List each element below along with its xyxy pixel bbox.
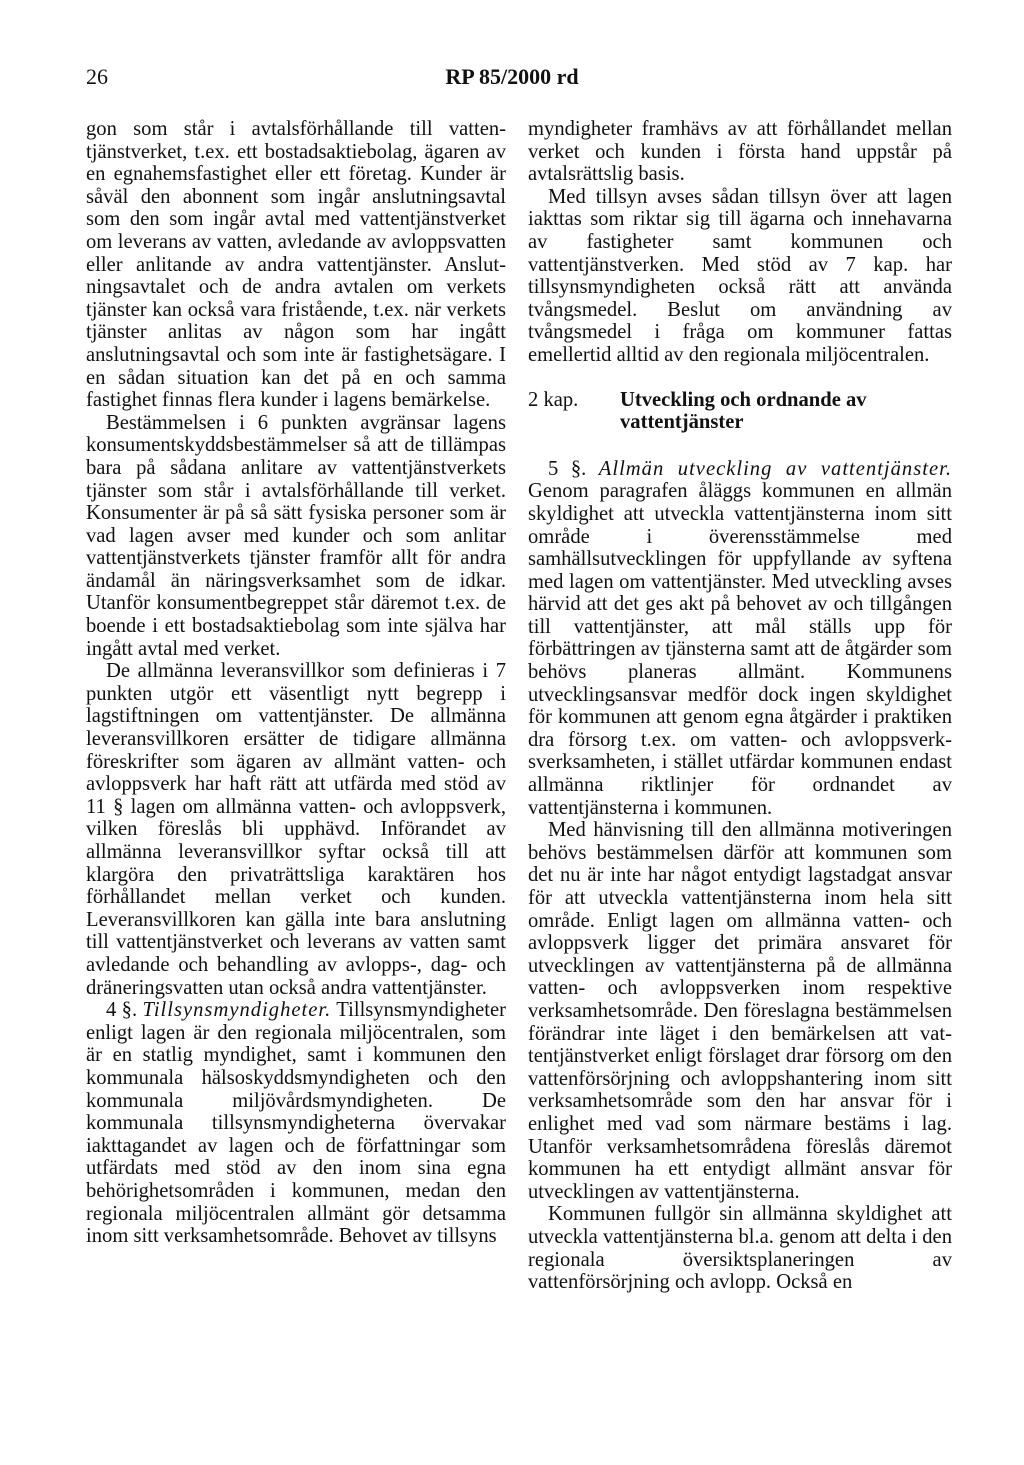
page-header bbox=[0, 64, 1024, 96]
paragraph: gon som står i avtalsförhållande till vattentjänstverket, t.ex. ett bostadsaktiebolag, ägaren av en egnahemsfastighet eller ett företag. Kunder är såväl den abonnent som ingår anslutningsavtal som den som ingår avtal med vattentjänstverket om leverans av vatten, avledande av avloppsvatten eller anlitande av andra vattentjänster. Anslutningsavtalet och de andra avtalen om verkets tjänster kan också vara fristående, t.ex. när verkets tjänster anlitas av någon som har ingått anslutningsavtal och som inte är fastighetsägare. I en sådan situation kan det på en och samma fastighet finnas flera kunder i lagens bemärkelse. bbox=[86, 118, 506, 412]
paragraph: Bestämmelsen i 6 punkten avgränsar lagens konsumentskyddsbestämmelser så att de tillämpas bara på sådana anlitare av vattentjänstverkets tjänster som står i avtalsförhållande till verket. Konsumenter är på så sätt fysiska personer som är vad lagen avser med kunder och som anlitar vattentjänstverkets tjänster framför allt för andra ändamål än näringsverksamhet som de idkar. Utanför konsumentbegreppet står däremot t.ex. de boende i ett bostadsaktiebolag som inte själva har ingått avtal med verket. bbox=[86, 411, 506, 660]
paragraph: De allmänna leveransvillkor som definieras i 7 punkten utgör ett väsentligt nytt begrepp i lagstiftningen om vattentjänster. De allmänna leveransvillkoren ersätter de tidigare allmänna föreskrifter som ägaren av allmänt vatten- och avloppsverk har haft rätt att utfärda med stöd av 11 § lagen om allmänna vatten- och avloppsverk, vilken föreslås bli upphävd. Införandet av allmänna leveransvillkor syftar också till att klargöra den privaträttsliga karaktären hos förhållandet mellan verket och kunden. Leveransvillkoren kan gälla inte bara anslutning till vattentjänstverket och leverans av vatten samt avledande och behandling av avlopps-, dag- och dräneringsvatten utan också andra vattentjänster. bbox=[86, 660, 506, 999]
section-number: 4 §. bbox=[106, 999, 143, 1022]
left-column bbox=[86, 118, 506, 1248]
paragraph: Kommunen fullgör sin allmänna skyldighet att utveckla vattentjänsterna bl.a. genom att delta i den regionala översiktsplaneringen av vattenförsörjning och avlopp. Också en bbox=[528, 1203, 952, 1294]
section-4-paragraph bbox=[86, 999, 506, 1248]
section-number: 5 §. bbox=[548, 457, 599, 480]
section-5-paragraph bbox=[528, 458, 952, 820]
paragraph: Med tillsyn avses sådan tillsyn över att lagen iakttas som riktar sig till ägarna och innehavarna av fastigheter samt kommunen och vattentjänstverken. Med stöd av 7 kap. har tillsynsmyndigheten också rätt att använda tvångsmedel. Beslut om användning av tvångsmedel i fråga om kommuner fattas emellertid alltid av den regionala miljöcentralen. bbox=[528, 185, 952, 366]
chapter-heading bbox=[528, 389, 952, 434]
chapter-title: Utveckling och ordnande av vattentjänster bbox=[620, 388, 867, 434]
chapter-number: 2 kap. bbox=[528, 388, 579, 411]
running-title: RP 85/2000 rd bbox=[445, 64, 579, 89]
page-number: 26 bbox=[86, 64, 108, 89]
section-heading: Tillsynsmyndigheter. bbox=[142, 999, 332, 1022]
section-heading: Allmän utveckling av vattentjänster. bbox=[598, 457, 952, 480]
section-body: Tillsynsmyndigheter enligt lagen är den regionala miljöcentralen, som är en statlig myndighet, samt i kommunen den kommunala hälsoskyddsmyndigheten och den kommunala miljövårdsmyndigheten. De kommunala tillsynsmyndigheterna övervakar iakttagandet av lagen och de författningar som utfärdats med stöd av den inom sina egna behörighetsområden i kommunen, medan den regionala miljöcentralen allmänt gör detsamma inom sitt verksamhetsområde. Behovet av tillsyns bbox=[86, 999, 506, 1248]
section-body: Genom paragrafen åläggs kommunen en allmän skyldighet att utveckla vattentjänsterna inom sitt område i överensstämmelse med samhällsutvecklingen för uppfyllande av syftena med lagen om vattentjänster. Med utveckling avses härvid att det ges akt på behovet av och tillgången till vattentjänster, att mål ställs upp för förbättringen av tjänsterna samt att de åtgärder som behövs planeras allmänt. Kommunens utvecklingsansvar medför dock ingen skyldighet för kommunen att genom egna åtgärder i praktiken dra försorg t.ex. om vatten- och avloppsverksverksamheten, i stället utfärdar kommunen endast allmänna riktlinjer för ordnandet av vattentjänsterna i kommunen. bbox=[528, 480, 952, 819]
paragraph: myndigheter framhävs av att förhållandet mellan verket och kunden i första hand uppstår på avtalsrättslig basis. bbox=[528, 118, 952, 186]
paragraph: Med hänvisning till den allmänna motiveringen behövs bestämmelsen därför att kommunen som det nu är inte har något entydigt lagstadgat ansvar för att utveckla vattentjänsterna inom hela sitt område. Enligt lagen om allmänna vatten- och avloppsverk ligger det primära ansvaret för utvecklingen av vattentjänsterna på de allmänna vatten- och avloppsverken inom respektive verksamhetsområde. Den föreslagna bestämmelsen förändrar inte läget i den bemärkelsen att vattentjänstverket enligt förslaget drar försorg om den vattenförsörjning och avloppshantering inom sitt verksamhetsområde som den har ansvar för i enlighet med vad som närmare bestäms i lag. Utanför verksamhetsområdena föreslås däremot kommunen ha ett entydigt allmänt ansvar för utvecklingen av vattentjänsterna. bbox=[528, 819, 952, 1203]
right-column bbox=[528, 118, 952, 1294]
